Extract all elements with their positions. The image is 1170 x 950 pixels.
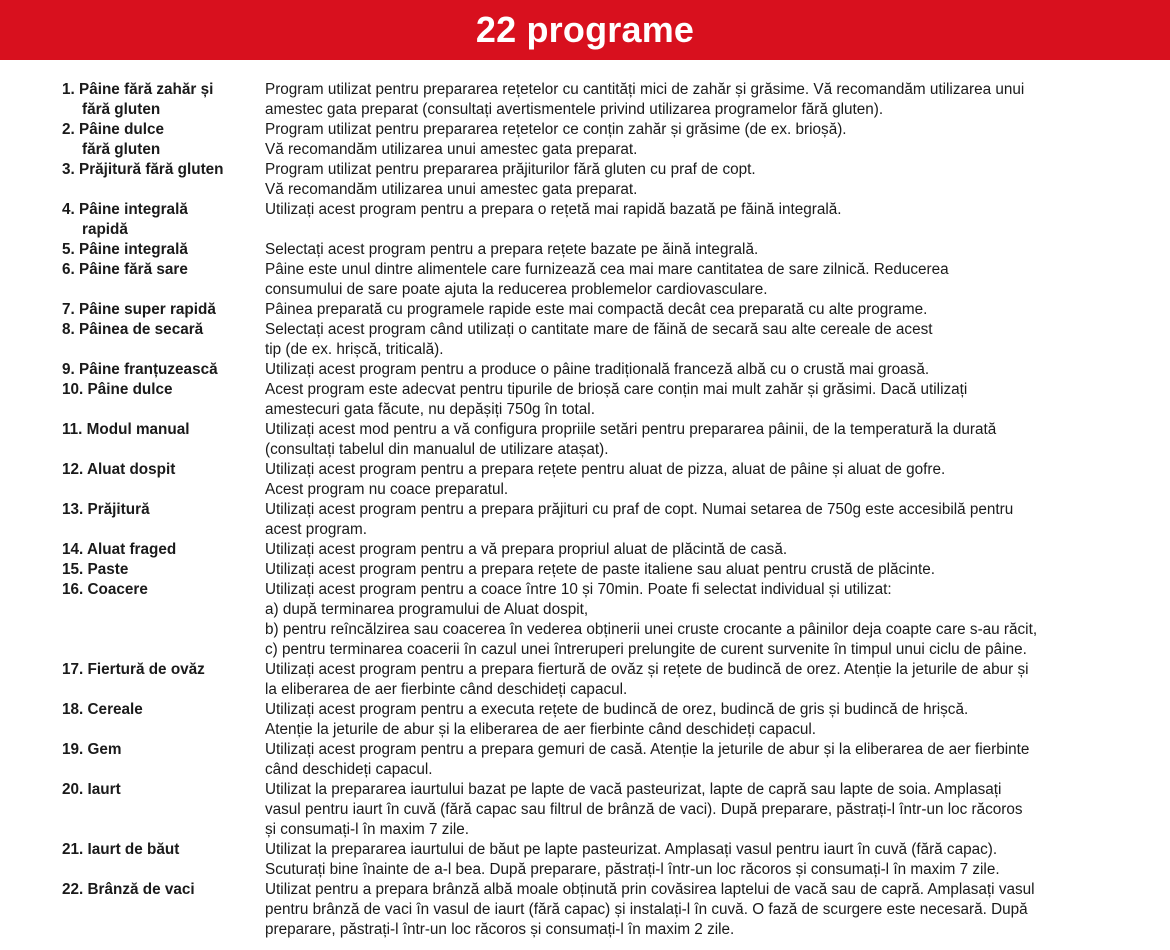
program-row [62,840,1122,880]
program-name [62,320,265,340]
program-description-line: Utilizat pentru a prepara brânză albă moale obținută prin covăsirea laptelui de vacă sau de capră. Amplasați vasul [265,881,1035,898]
program-name-line: 11. Modul manual [62,421,190,438]
program-name [62,260,265,280]
program-name-line: 15. Paste [62,561,129,578]
program-description-line: Selectați acest program pentru a prepara rețete bazate pe ăină integrală. [265,241,759,258]
program-description [265,200,1122,220]
program-description-line: Utilizați acest program pentru a prepara rețete de paste italiene sau aluat pentru crustă de plăcinte. [265,561,936,578]
program-row [62,260,1122,300]
program-name [62,560,265,580]
program-row [62,700,1122,740]
program-description-line: Scuturați bine înainte de a-l bea. După preparare, păstrați-l într-un loc răcoros și consumați-l în maxim 7 zile. [265,861,1000,878]
program-name [62,500,265,520]
program-description [265,880,1122,940]
program-name-line: 3. Prăjitură fără gluten [62,161,224,178]
program-description [265,560,1122,580]
program-name-line: 6. Pâine fără sare [62,261,188,278]
program-description [265,580,1122,660]
program-description [265,420,1122,460]
program-row [62,160,1122,200]
program-description-line: când deschideți capacul. [265,761,433,778]
program-description-line: preparare, păstrați-l într-un loc răcoros și consumați-l în maxim 2 zile. [265,921,735,938]
program-name-line: 13. Prăjitură [62,501,150,518]
program-description-line: Utilizați acest program pentru a prepara fiertură de ovăz și rețete de budincă de orez. Atenție la jeturile de abur și [265,661,1029,678]
program-description-line: vasul pentru iaurt în cuvă (fără capac sau filtrul de brânză de vaci). După preparare, păstrați-l într-un loc răcoros [265,801,1023,818]
program-name-line: 4. Pâine integrală [62,201,188,218]
program-name-line: 19. Gem [62,741,122,758]
program-row [62,380,1122,420]
program-description-line: acest program. [265,521,368,538]
program-row [62,120,1122,160]
program-description [265,660,1122,700]
program-name-line: 10. Pâine dulce [62,381,173,398]
program-name [62,240,265,260]
program-row [62,660,1122,700]
program-description-line: și consumați-l în maxim 7 zile. [265,821,470,838]
program-description [265,460,1122,500]
program-description-line: Utilizat la prepararea iaurtului de băut pe lapte pasteurizat. Amplasați vasul pentru iaurt în cuvă (fără capac). [265,841,998,858]
program-description [265,380,1122,420]
program-name-line: 22. Brânză de vaci [62,881,195,898]
program-row [62,740,1122,780]
program-description-line: Vă recomandăm utilizarea unui amestec gata preparat. [265,141,638,158]
program-name [62,360,265,380]
header-banner [0,0,1170,60]
program-name-line: 20. Iaurt [62,781,121,798]
program-name-line: 2. Pâine dulce [62,121,165,138]
program-description-line: Acest program este adecvat pentru tipurile de brioșă care conțin mai mult zahăr și grăsimi. Dacă utilizați [265,381,968,398]
program-name-line: 21. Iaurt de băut [62,841,180,858]
program-name [62,80,265,120]
program-name [62,380,265,400]
program-name [62,300,265,320]
program-description-line: Atenție la jeturile de abur și la eliberarea de aer fierbinte când deschideți capacul. [265,721,817,738]
program-row [62,240,1122,260]
program-name-line: 5. Pâine integrală [62,241,188,258]
program-description-line: Program utilizat pentru prepararea rețetelor cu cantități mici de zahăr și grăsime. Vă recomandăm utilizarea unui [265,81,1025,98]
program-description [265,240,1122,260]
program-description-line: Utilizat la prepararea iaurtului bazat pe lapte de vacă pasteurizat, lapte de capră sau lapte de soia. Amplasați [265,781,1002,798]
program-description [265,780,1122,840]
program-description [265,300,1122,320]
program-description-line: Program utilizat pentru prepararea rețetelor ce conțin zahăr și grăsime (de ex. brioșă). [265,121,847,138]
program-name [62,700,265,720]
program-description [265,740,1122,780]
program-name [62,200,265,240]
program-name [62,780,265,800]
program-description-line: tip (de ex. hrișcă, triticală). [265,341,444,358]
program-description-line: Utilizați acest program pentru a prepara gemuri de casă. Atenție la jeturile de abur și la eliberarea de aer fierbinte [265,741,1030,758]
program-description-line: la eliberarea de aer fierbinte când deschideți capacul. [265,681,628,698]
program-description-line: Utilizați acest mod pentru a vă configura propriile setări pentru prepararea pâinii, de la temperatură la durată [265,421,997,438]
program-row [62,500,1122,540]
program-name [62,880,265,900]
program-name-line: fără gluten [82,101,161,118]
program-description-line: Vă recomandăm utilizarea unui amestec gata preparat. [265,181,638,198]
program-row [62,200,1122,240]
program-description-line: Acest program nu coace preparatul. [265,481,509,498]
program-row [62,360,1122,380]
program-description-line: Utilizați acest program pentru a coace între 10 și 70min. Poate fi selectat individual și utilizat: [265,581,892,598]
program-description-line: Pâine este unul dintre alimentele care furnizează cea mai mare cantitatea de sare zilnică. Reducerea [265,261,949,278]
program-name-line: 16. Coacere [62,581,148,598]
program-description-line: Selectați acest program când utilizați o cantitate mare de făină de secară sau alte cereale de acest [265,321,933,338]
program-description-line: (consultați tabelul din manualul de utilizare atașat). [265,441,609,458]
page-title: 22 programe [475,9,695,50]
program-name-line: 17. Fiertură de ovăz [62,661,205,678]
program-description [265,500,1122,540]
program-name-line: fără gluten [82,141,161,158]
program-description-line: Utilizați acest program pentru a prepara o rețetă mai rapidă bazată pe făină integrală. [265,201,842,218]
program-description-line: a) după terminarea programului de Aluat dospit, [265,601,589,618]
program-description-line: Utilizați acest program pentru a executa rețete de budincă de orez, budincă de gris și budincă de hrișcă. [265,701,969,718]
program-description [265,80,1122,120]
program-row [62,880,1122,940]
program-name [62,660,265,680]
program-description [265,120,1122,160]
program-row [62,780,1122,840]
program-description-line: Utilizați acest program pentru a vă prepara propriul aluat de plăcintă de casă. [265,541,788,558]
program-row [62,320,1122,360]
program-row [62,460,1122,500]
program-name-line: 18. Cereale [62,701,143,718]
program-name [62,740,265,760]
program-description-line: c) pentru terminarea coacerii în cazul unei întreruperi prelungite de curent survenite în timpul unui ciclu de pâine. [265,641,1027,658]
program-description [265,840,1122,880]
program-description-line: Program utilizat pentru prepararea prăjiturilor fără gluten cu praf de copt. [265,161,756,178]
program-name-line: 9. Pâine franțuzească [62,361,218,378]
program-name-line: rapidă [82,221,128,238]
program-name [62,160,265,180]
program-name-line: 12. Aluat dospit [62,461,176,478]
program-name [62,580,265,600]
program-description [265,540,1122,560]
program-name-line: 7. Pâine super rapidă [62,301,216,318]
program-description [265,360,1122,380]
program-name-line: 14. Aluat fraged [62,541,177,558]
program-name-line: 1. Pâine fără zahăr și [62,81,214,98]
program-row [62,300,1122,320]
program-description-line: Utilizați acest program pentru a prepara rețete pentru aluat de pizza, aluat de pâine și aluat de gofre. [265,461,946,478]
program-name-line: 8. Pâinea de secară [62,321,204,338]
program-name [62,540,265,560]
program-description-line: Pâinea preparată cu programele rapide este mai compactă decât cea preparată cu alte programe. [265,301,928,318]
program-row [62,580,1122,660]
program-name [62,840,265,860]
program-description [265,320,1122,360]
program-description-line: consumului de sare poate ajuta la reducerea problemelor cardiovasculare. [265,281,768,298]
program-description [265,160,1122,200]
program-name [62,120,265,160]
program-description-line: pentru brânză de vaci în vasul de iaurt (fără capac) și instalați-l în cuvă. O fază de scurgere este necesară. După [265,901,1028,918]
program-row [62,80,1122,120]
program-name [62,420,265,440]
program-description [265,260,1122,300]
program-list [62,80,1122,940]
program-name [62,460,265,480]
program-row [62,420,1122,460]
program-row [62,540,1122,560]
program-description-line: Utilizați acest program pentru a produce o pâine tradițională franceză albă cu o crustă mai groasă. [265,361,930,378]
program-description-line: amestec gata preparat (consultați avertismentele privind utilizarea programelor fără gluten). [265,101,884,118]
program-row [62,560,1122,580]
program-description-line: Utilizați acest program pentru a prepara prăjituri cu praf de copt. Numai setarea de 750g este accesibilă pentru [265,501,1014,518]
program-description-line: amestecuri gata făcute, nu depășiți 750g în total. [265,401,595,418]
program-description-line: b) pentru reîncălzirea sau coacerea în vederea obținerii unei cruste crocante a pâinilor deja coapte care s-au răcit, [265,621,1038,638]
program-description [265,700,1122,740]
